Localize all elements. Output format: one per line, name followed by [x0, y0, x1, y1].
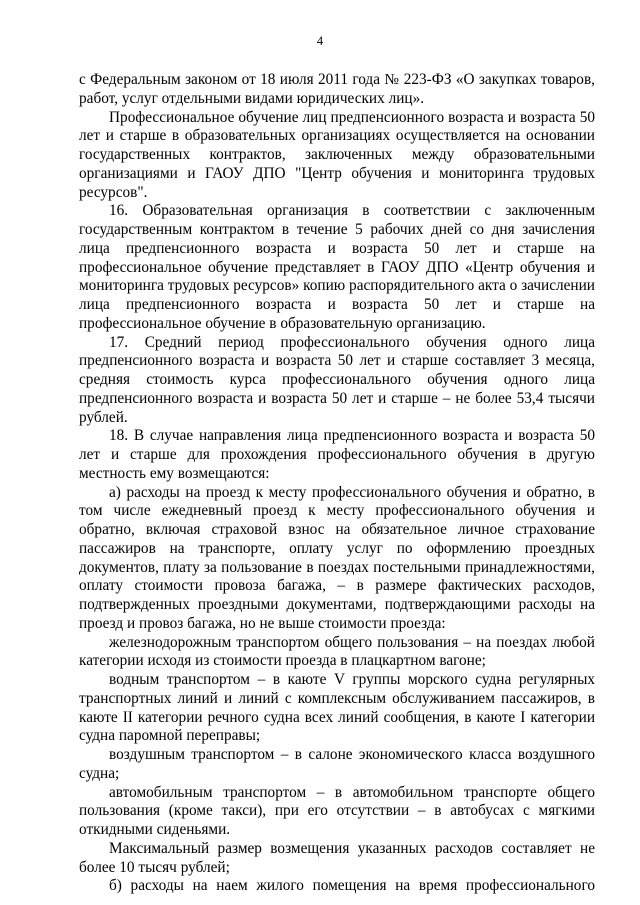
- paragraph-air-transport: воздушным транспортом – в салоне экономического класса воздушного судна;: [79, 746, 595, 782]
- paragraph-rail-transport: железнодорожным транспортом общего пользования – на поездах любой категории исходя из стоимости проезда в плацкартном вагоне;: [79, 633, 595, 670]
- document-body: [79, 71, 595, 896]
- paragraph-item-18b: б) расходы на наем жилого помещения на время профессионального: [109, 877, 595, 895]
- paragraph-max-reimbursement: Максимальный размер возмещения указанных расходов составляет не более 10 тысяч рублей;: [79, 839, 595, 876]
- paragraph-water-transport: водным транспортом – в каюте V группы морского судна регулярных транспортных линий и линий с комплексным обслуживанием пассажиров, в каюте II категории речного судна всех линий сообщения, в каюте I категории судна паромной переправы;: [79, 671, 595, 745]
- paragraph-item-18a: а) расходы на проезд к месту профессионального обучения и обратно, в том числе ежедневный проезд к месту профессионального обучения и обратно, включая страховой взнос на обязательное личное страхование пассажиров на транспорте, оплату услуг по оформлению проездных документов, плату за пользование в поездах постельными принадлежностями, оплату стоимости провоза багажа, – в размере фактических расходов, подтвержденных проездными документами, подтверждающими расходы на проезд и провоз багажа, но не выше стоимости проезда:: [79, 483, 595, 632]
- paragraph-training-contracts: Профессиональное обучение лиц предпенсионного возраста и возраста 50 лет и старше в образовательных организациях осуществляется на основании государственных контрактов, заключенных между образовательными организациями и ГАОУ ДПО "Центр обучения и мониторинга трудовых ресурсов".: [79, 108, 595, 201]
- paragraph-item-18: 18. В случае направления лица предпенсионного возраста и возраста 50 лет и старше для прохождения профессионального обучения в другую местность ему возмещаются:: [79, 427, 595, 482]
- paragraph-item-17: 17. Средний период профессионального обучения одного лица предпенсионного возраста и возраста 50 лет и старше составляет 3 месяца, средняя стоимость курса профессионального обучения одного лица предпенсионного возраста и возраста 50 лет и старше – не более 53,4 тысячи рублей.: [79, 333, 595, 426]
- paragraph-road-transport: автомобильным транспортом – в автомобильном транспорте общего пользования (кроме такси), при его отсутствии – в автобусах с мягкими откидными сиденьями.: [79, 783, 595, 838]
- paragraph-item-16: 16. Образовательная организация в соответствии с заключенным государственным контрактом в течение 5 рабочих дней со дня зачисления лица предпенсионного возраста и возраста 50 лет и старше на профессиональное обучение представляет в ГАОУ ДПО «Центр обучения и мониторинга трудовых ресурсов» копию распорядительного акта о зачислении лица предпенсионного возраста и возраста 50 лет и старше на профессиональное обучение в образовательную организацию.: [79, 202, 595, 332]
- page-number: 4: [316, 34, 324, 48]
- paragraph-continuation: с Федеральным законом от 18 июля 2011 года № 223-ФЗ «О закупках товаров, работ, услуг отдельными видами юридических лиц».: [79, 71, 595, 107]
